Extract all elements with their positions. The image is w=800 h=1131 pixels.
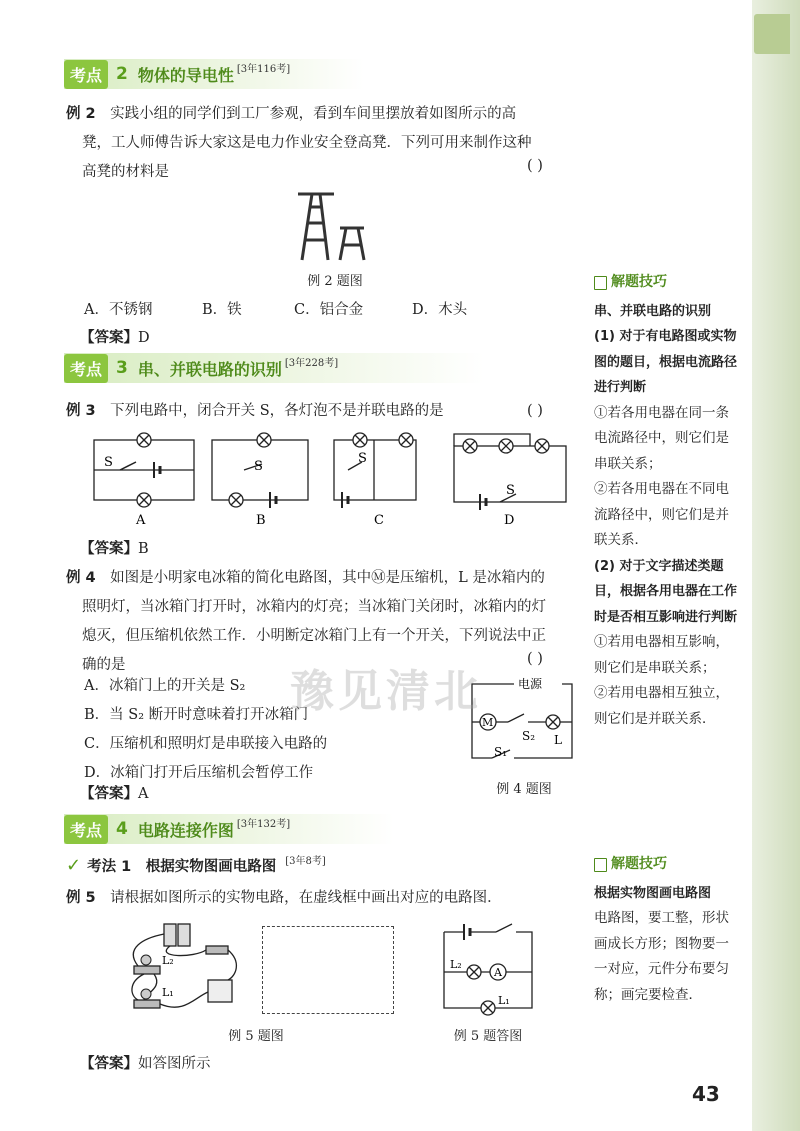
option-b: B．铁 (202, 302, 242, 318)
section-frequency: [ 3年228考 ] (285, 354, 338, 369)
answer-value: D (138, 330, 150, 346)
section-number: 4 (116, 819, 128, 839)
switch-label: S (506, 483, 515, 498)
section-tag: 考点 (64, 60, 108, 89)
section-3-header (64, 353, 338, 383)
answer-line (80, 535, 149, 564)
circuit-label-a: A (136, 513, 146, 528)
tips-point: (1) 对于有电路图或实物图的题目，根据电流路径进行判断 (594, 329, 738, 395)
answer-label: 【答案】 (80, 330, 138, 346)
question-line: 凳，工人师傅告诉大家这是电力作业安全登高凳．下列可用来制作这种 (82, 135, 532, 151)
page-edge (752, 0, 800, 1131)
example-label: 例 4 (66, 570, 96, 586)
lamp-l2-label: L₂ (450, 958, 462, 971)
example-3-question (66, 397, 444, 426)
circuit-label-d: D (504, 513, 515, 528)
notebook-icon (594, 276, 607, 290)
option-a: A．不锈钢 (84, 302, 153, 318)
page-tab-marker (754, 14, 790, 54)
section-frequency: [ 3年132考 ] (237, 815, 290, 830)
example-label: 例 5 (66, 890, 96, 906)
tips-title: 解题技巧 (611, 274, 667, 290)
answer-value: 如答图所示 (138, 1056, 211, 1072)
motor-label: M (482, 716, 494, 729)
section-tag: 考点 (64, 815, 108, 844)
section-title: 串、并联电路的识别 (137, 359, 282, 379)
stool-illustration (290, 190, 380, 262)
notebook-icon (594, 858, 607, 872)
tips-panel-2 (594, 852, 742, 1008)
example-3-circuits (86, 428, 586, 532)
option-b: B．当 S₂ 断开时意味着打开冰箱门 (84, 707, 309, 723)
switch-s2-label: S₂ (522, 729, 536, 743)
figure-caption: 例 4 题图 (496, 782, 552, 797)
method-title: 考法 1 根据实物图画电路图 (87, 859, 277, 875)
switch-s1-label: S₁ (494, 745, 508, 759)
figure-caption: 例 2 题图 (307, 274, 363, 289)
option-a: A．冰箱门上的开关是 S₂ (84, 678, 246, 694)
tips-heading: 根据实物图画电路图 (594, 885, 712, 901)
example-5-answer-circuit (436, 922, 540, 1022)
answer-label: 【答案】 (80, 786, 138, 802)
question-line: 照明灯，当冰箱门打开时，冰箱内的灯亮；当冰箱门关闭时，冰箱内的灯 (82, 599, 546, 615)
tips-text: ①若各用电器在同一条电流路径中，则它们是串联关系； (594, 404, 729, 472)
section-frequency: [ 3年116考 ] (237, 60, 290, 75)
lamp-l1-label: L₁ (498, 994, 510, 1007)
check-icon: ✓ (66, 855, 82, 876)
figure-caption-right: 例 5 题答图 (453, 1029, 523, 1044)
tips-text: ②若各用电器在不同电流路径中，则它们是并联关系． (594, 481, 729, 548)
circuit-label-b: B (256, 513, 266, 528)
answer-value: B (138, 541, 149, 557)
tips-point: (2) 对于文字描述类题目，根据各用电器在工作时是否相互影响进行判断 (594, 558, 738, 625)
tips-title: 解题技巧 (611, 856, 667, 872)
tips-panel-1 (594, 270, 742, 732)
question-line: 高凳的材料是 (82, 164, 169, 180)
method-header (66, 855, 326, 876)
answer-label: 【答案】 (80, 1056, 138, 1072)
ammeter-label: A (494, 966, 502, 979)
section-title: 物体的导电性 (137, 65, 234, 85)
lamp-l2-label: L₂ (162, 954, 174, 967)
method-frequency: [ 3年8考 ] (285, 852, 326, 867)
answer-line (80, 324, 150, 353)
answer-line (80, 1050, 211, 1079)
option-c: C．铝合金 (294, 302, 364, 318)
option-d: D．木头 (412, 302, 468, 318)
example-2-text (66, 100, 576, 187)
question-line: 熄灭，但压缩机依然工作．小明断定冰箱门上有一个开关，下列说法中正 (82, 628, 546, 644)
section-title: 电路连接作图 (137, 820, 234, 840)
switch-label: S (104, 455, 113, 470)
switch-label: S (254, 459, 263, 474)
question-line: 请根据如图所示的实物电路，在虚线框中画出对应的电路图． (110, 890, 502, 906)
tips-text: 电路图，要工整，形状画成长方形；图物要一一对应，元件分布要匀称；画完要检查． (594, 910, 729, 1003)
tips-text: ①若用电器相互影响，则它们是串联关系； (594, 634, 729, 676)
section-tag: 考点 (64, 354, 108, 383)
section-2-header (64, 59, 290, 89)
option-c: C．压缩机和照明灯是串联接入电路的 (84, 736, 328, 752)
section-number: 3 (116, 358, 128, 378)
example-2-options (84, 296, 467, 325)
question-line: 实践小组的同学们到工厂参观，看到车间里摆放着如图所示的高 (110, 106, 517, 122)
page-number: 43 (692, 1082, 720, 1106)
answer-paren: ( ) (527, 403, 543, 419)
example-5-question (66, 884, 502, 913)
answer-line (80, 780, 148, 809)
circuit-label-c: C (374, 513, 384, 528)
tips-text: ②若用电器相互独立，则它们是并联关系． (594, 685, 729, 727)
answer-paren: ( ) (527, 651, 543, 667)
lamp-l1-label: L₁ (162, 986, 174, 999)
figure-caption-left: 例 5 题图 (228, 1029, 284, 1044)
question-line: 如图是小明家电冰箱的简化电路图，其中Ⓜ是压缩机，L 是冰箱内的 (110, 570, 545, 586)
answer-value: A (138, 786, 149, 802)
lamp-label: L (554, 733, 562, 747)
option-d: D．冰箱门打开后压缩机会暂停工作 (84, 765, 314, 781)
question-line: 确的是 (82, 657, 126, 673)
section-number: 2 (116, 64, 128, 84)
source-label: 电源 (518, 677, 543, 691)
example-5-real-circuit (124, 918, 244, 1018)
watermark: 豫见清北 (290, 666, 482, 717)
answer-drawing-box[interactable] (262, 926, 394, 1014)
section-4-header (64, 814, 290, 844)
tips-heading: 串、并联电路的识别 (594, 303, 712, 319)
example-label: 例 2 (66, 106, 96, 122)
question-line: 下列电路中，闭合开关 S，各灯泡不是并联电路的是 (110, 403, 444, 419)
switch-label: S (358, 451, 367, 466)
answer-label: 【答案】 (80, 541, 138, 557)
example-label: 例 3 (66, 403, 96, 419)
answer-paren: ( ) (527, 158, 543, 174)
